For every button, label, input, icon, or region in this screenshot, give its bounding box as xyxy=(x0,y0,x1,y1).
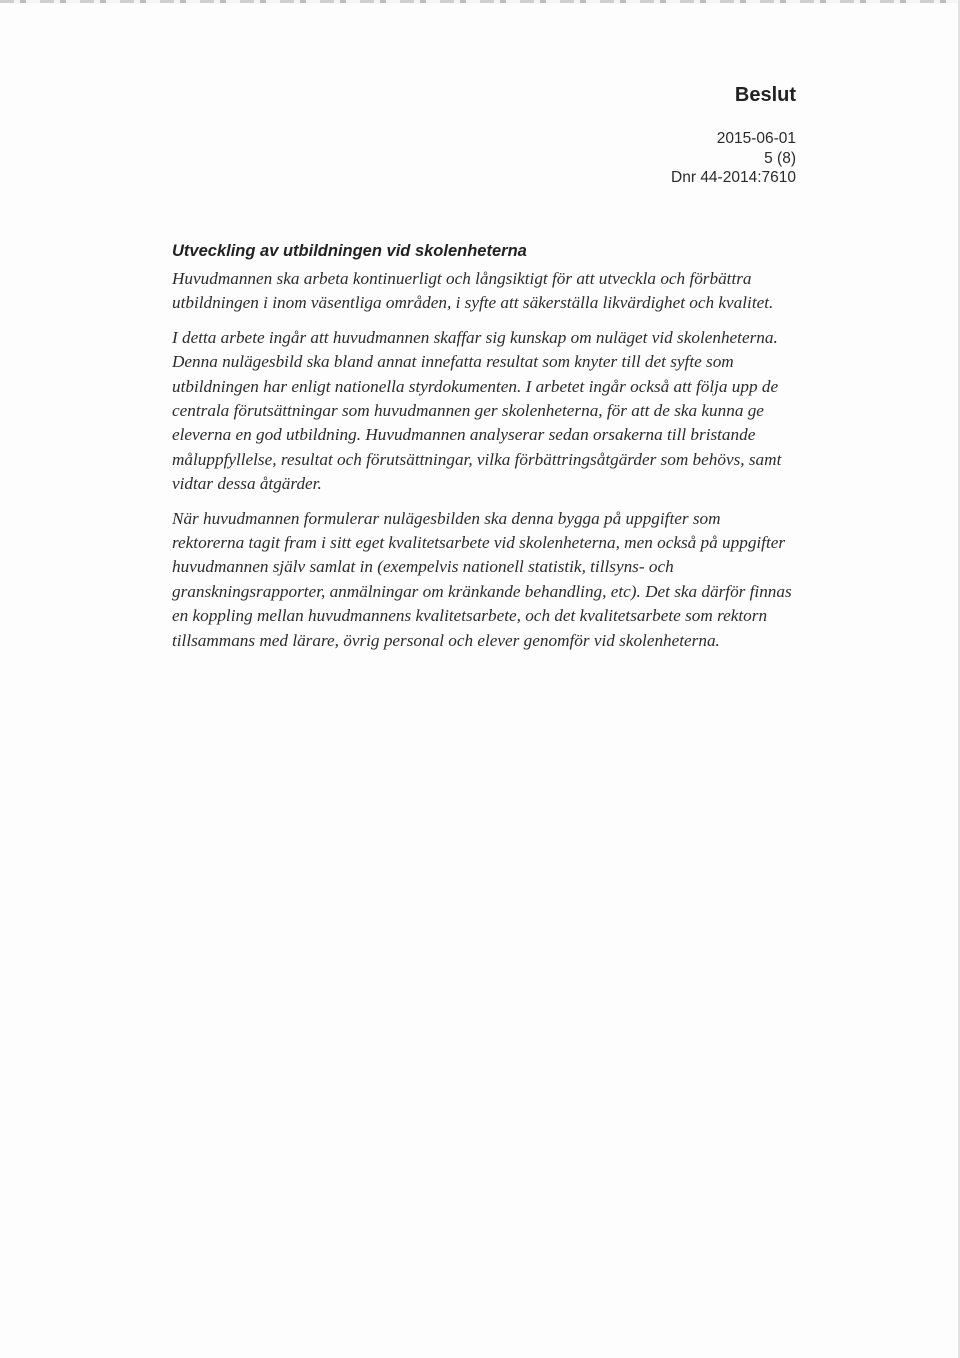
paragraph-1: Huvudmannen ska arbeta kontinuerligt och långsiktigt för att utveckla och förbättra utbildningen i inom väsentliga områden, i syfte att säkerställa likvärdighet och kvalitet. xyxy=(172,269,774,313)
scan-edge-top xyxy=(0,0,960,3)
registration-number: Dnr 44-2014:7610 xyxy=(671,169,796,186)
paragraph-2: I detta arbete ingår att huvudmannen skaffar sig kunskap om nuläget vid skolenheterna. Denna nulägesbild ska bland annat innefatta resultat som knyter till det syfte som utbildningen har enligt nationella styrdokumenten. I arbetet ingår också att följa upp de centrala förutsättningar som huvudmannen ger skolenheterna, för att de ska kunna ge eleverna en god utbildning. Huvudmannen analyserar sedan orsakerna till bristande måluppfyllelse, resultat och förutsättningar, vilka förbättringsåtgärder som behövs, samt vidtar dessa åtgärder. xyxy=(172,327,782,494)
page-number: 5 (8) xyxy=(764,149,796,167)
document-type: Beslut xyxy=(734,84,796,106)
document-body xyxy=(172,242,797,663)
document-date: 2015-06-01 xyxy=(716,130,796,147)
paragraph-3: När huvudmannen formulerar nulägesbilden ska denna bygga på uppgifter som rektorerna tagit fram i sitt eget kvalitetsarbete vid skolenheterna, men också på uppgifter huvudmannen själv samlat in (exempelvis nationell statistik, tillsyns- och granskningsrapporter, anmälningar om kränkande behandling, etc). Det ska därför finnas en koppling mellan huvudmannens kvalitetsarbete, och det kvalitetsarbete som rektorn tillsammans med lärare, övrig personal och elever genomför vid skolenheterna. xyxy=(172,508,792,650)
document-header xyxy=(671,84,796,188)
section-heading: Utveckling av utbildningen vid skolenheterna xyxy=(172,242,527,260)
